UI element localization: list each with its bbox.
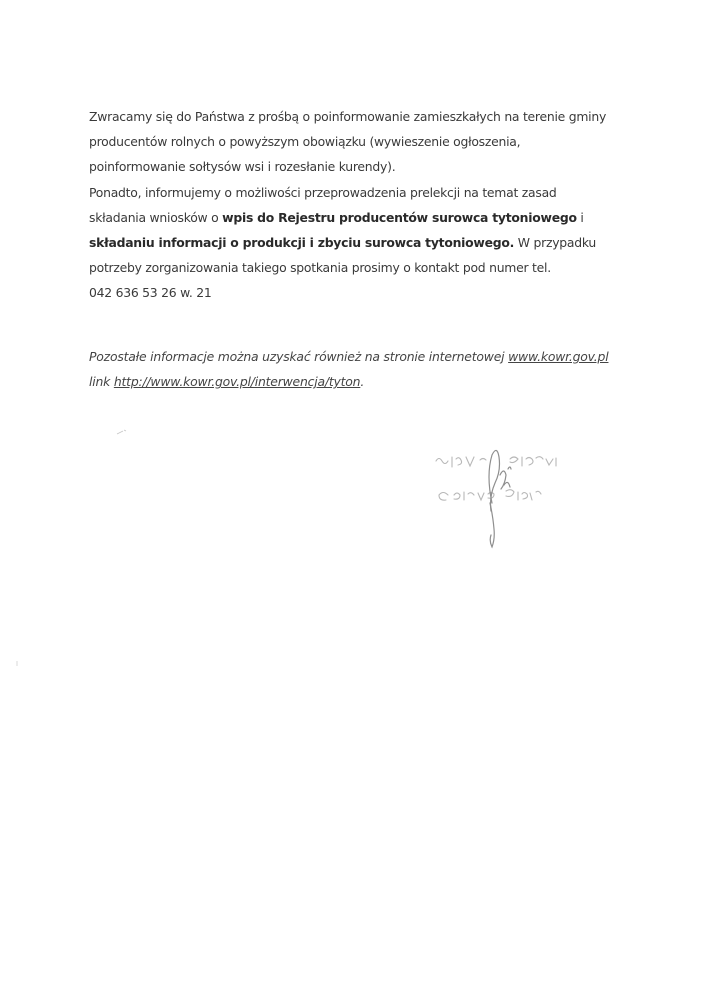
letter-body [89, 104, 649, 306]
scan-speck [14, 660, 20, 668]
signature-stamp [430, 445, 570, 555]
body-text-segment: składania wniosków o [89, 209, 223, 225]
body-line [89, 205, 649, 230]
registry-phrase: wpis do Rejestru producentów surowca tytoniowego [222, 209, 577, 225]
body-text-segment: i [576, 209, 584, 225]
info-line [89, 344, 649, 369]
body-line: potrzeby zorganizowania takiego spotkania prosimy o kontakt pod numer tel. [89, 260, 551, 276]
website-link[interactable]: www.kowr.gov.pl [508, 349, 609, 364]
body-line: Ponadto, informujemy o możliwości przeprowadzenia prelekcji na temat zasad [89, 184, 557, 200]
body-line: poinformowanie sołtysów wsi i rozesłanie kurendy). [89, 159, 396, 175]
body-line: producentów rolnych o powyższym obowiązku (wywieszenie ogłoszenia, [89, 134, 521, 150]
body-text-segment: W przypadku [514, 235, 597, 251]
body-line: Zwracamy się do Państwa z prośbą o poinformowanie zamieszkałych na terenie gminy [89, 109, 607, 124]
info-text: Pozostałe informacje można uzyskać również na stronie internetowej [89, 349, 509, 364]
scan-speck [116, 428, 128, 436]
production-info-phrase: składaniu informacji o produkcji i zbyciu surowca tytoniowego. [89, 235, 515, 251]
info-line [89, 369, 649, 394]
body-line [89, 230, 649, 255]
additional-info [89, 344, 649, 394]
phone-number: 042 636 53 26 w. 21 [89, 285, 212, 301]
tobacco-page-link[interactable]: http://www.kowr.gov.pl/interwencja/tyton [113, 374, 361, 390]
info-text: link [89, 374, 114, 390]
info-text: . [360, 374, 365, 390]
